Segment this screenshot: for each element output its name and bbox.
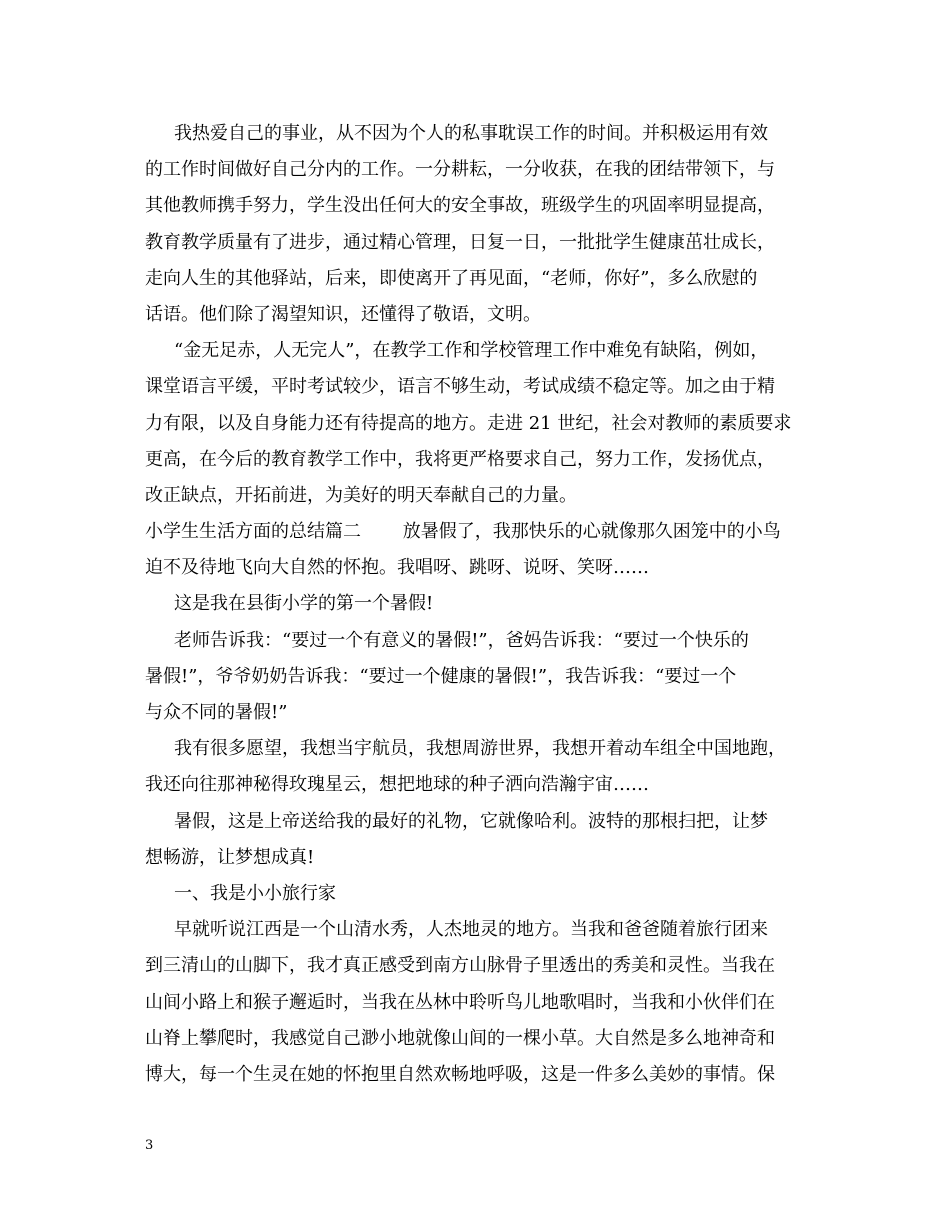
page-number: 3 — [145, 1138, 154, 1153]
text-line: 暑假，这是上帝送给我的最好的礼物，它就像哈利。波特的那根扫把，让梦 — [174, 810, 768, 832]
text-line: 走向人生的其他驿站，后来，即使离开了再见面，“老师，你好”，多么欣慰的 — [145, 267, 758, 289]
text-line: 改正缺点，开拓前进，为美好的明天奉献自己的力量。 — [145, 484, 577, 506]
text-line: 暑假!”，爷爷奶奶告诉我：“要过一个健康的暑假!”，我告诉我：“要过一个 — [145, 665, 737, 687]
section-heading-line: 小学生生活方面的总结篇二 放暑假了，我那快乐的心就像那久困笼中的小鸟 — [145, 521, 781, 543]
text-line: 我有很多愿望，我想当宇航员，我想周游世界，我想开着动车组全中国地跑， — [174, 738, 786, 760]
text-line: “金无足赤，人无完人”，在教学工作和学校管理工作中难免有缺陷，例如， — [174, 340, 769, 362]
text-line: 的工作时间做好自己分内的工作。一分耕耘，一分收获，在我的团结带领下，与 — [145, 159, 775, 181]
text-line: 早就听说江西是一个山清水秀，人杰地灵的地方。当我和爸爸随着旅行团来 — [174, 919, 768, 941]
text-line: 这是我在县街小学的第一个暑假! — [174, 593, 434, 615]
text-line: 老师告诉我：“要过一个有意义的暑假!”，爸妈告诉我：“要过一个快乐的 — [174, 629, 749, 651]
text-line: 山间小路上和猴子邂逅时，当我在丛林中聆听鸟儿地歌唱时，当我和小伙伴们在 — [145, 991, 775, 1013]
text-line: 迫不及待地飞向大自然的怀抱。我唱呀、跳呀、说呀、笑呀…… — [145, 557, 649, 579]
text-line: 话语。他们除了渴望知识，还懂得了敬语，文明。 — [145, 303, 541, 325]
document-body — [145, 116, 807, 1093]
text-line: 想畅游，让梦想成真! — [145, 846, 315, 868]
text-line: 山脊上攀爬时，我感觉自己渺小地就像山间的一棵小草。大自然是多么地神奇和 — [145, 1027, 775, 1049]
text-line: 到三清山的山脚下，我才真正感受到南方山脉骨子里透出的秀美和灵性。当我在 — [145, 955, 775, 977]
text-line: 教育教学质量有了进步，通过精心管理，日复一日，一批批学生健康茁壮成长， — [145, 231, 775, 253]
text-line: 力有限，以及自身能力还有待提高的地方。走进 21 世纪，社会对教师的素质要求 — [145, 412, 792, 434]
text-line: 我还向往那神秘得玫瑰星云，想把地球的种子洒向浩瀚宇宙…… — [145, 774, 649, 796]
text-line: 与众不同的暑假!” — [145, 702, 288, 723]
text-line: 更高，在今后的教育教学工作中，我将更严格要求自己，努力工作，发扬优点， — [145, 448, 775, 470]
text-line: 我热爱自己的事业，从不因为个人的私事耽误工作的时间。并积极运用有效 — [174, 123, 768, 144]
text-line: 课堂语言平缓，平时考试较少，语言不够生动，考试成绩不稳定等。加之由于精 — [145, 376, 775, 398]
text-line: 其他教师携手努力，学生没出任何大的安全事故，班级学生的巩固率明显提高， — [145, 195, 775, 217]
subheading-line: 一、我是小小旅行家 — [174, 882, 336, 904]
text-line: 博大，每一个生灵在她的怀抱里自然欢畅地呼吸，这是一件多么美妙的事情。保 — [145, 1063, 775, 1085]
